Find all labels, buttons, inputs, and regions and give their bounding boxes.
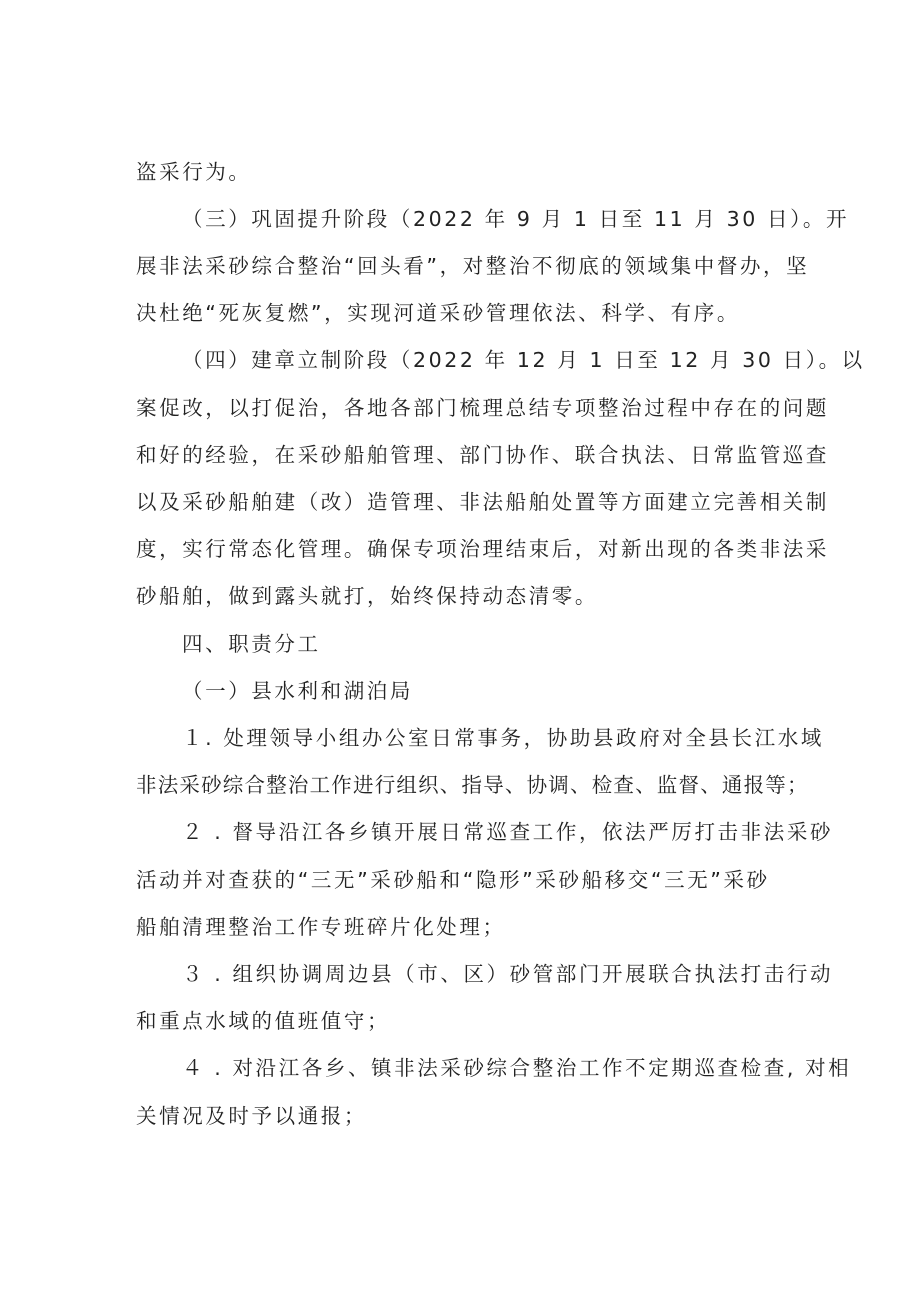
paragraph-line: 度，实行常态化管理。确保专项治理结束后，对新出现的各类非法采 (136, 537, 829, 561)
paragraph-line: 非法采砂综合整治工作进行组织、指导、协调、检查、监督、通报等； (136, 773, 809, 797)
paragraph-line: （三）巩固提升阶段（2022 年 9 月 1 日至 11 月 30 日）。开 (182, 207, 850, 231)
section-heading: 四、职责分工 (182, 632, 321, 656)
paragraph-line: 船舶清理整治工作专班碎片化处理； (136, 915, 506, 939)
paragraph-line: 和好的经验，在采砂船舶管理、部门协作、联合执法、日常监管巡查 (136, 443, 829, 467)
paragraph-line: ２ . 督导沿江各乡镇开展日常巡查工作，依法严厉打击非法采砂 (182, 820, 834, 844)
paragraph-line: １. 处理领导小组办公室日常事务，协助县政府对全县长江水域 (182, 726, 824, 750)
paragraph-line: 砂船舶，做到露头就打，始终保持动态清零。 (136, 584, 598, 608)
paragraph-line: 案促改，以打促治，各地各部门梳理总结专项整治过程中存在的问题 (136, 396, 829, 420)
paragraph-line: ４ . 对沿江各乡、镇非法采砂综合整治工作不定期巡查检查, 对相 (182, 1056, 852, 1080)
paragraph-line: 以及采砂船舶建（改）造管理、非法船舶处置等方面建立完善相关制 (136, 490, 829, 514)
paragraph-line: 决杜绝“死灰复燃”，实现河道采砂管理依法、科学、有序。 (136, 301, 740, 325)
paragraph-line: ３ . 组织协调周边县（市、区）砂管部门开展联合执法打击行动 (182, 962, 834, 986)
paragraph-line: （四）建章立制阶段（2022 年 12 月 1 日至 12 月 30 日）。以 (182, 348, 865, 372)
paragraph-line: 活动并对查获的“三无”采砂船和“隐形”采砂船移交“三无”采砂 (136, 868, 770, 892)
paragraph-line: 盗采行为。 (136, 160, 252, 184)
paragraph-line: 关情况及时予以通报； (136, 1104, 367, 1128)
subsection-heading: （一）县水利和湖泊局 (182, 679, 413, 703)
paragraph-line: 和重点水域的值班值守； (136, 1009, 391, 1033)
paragraph-line: 展非法采砂综合整治“回头看”，对整治不彻底的领域集中督办，坚 (136, 254, 810, 278)
